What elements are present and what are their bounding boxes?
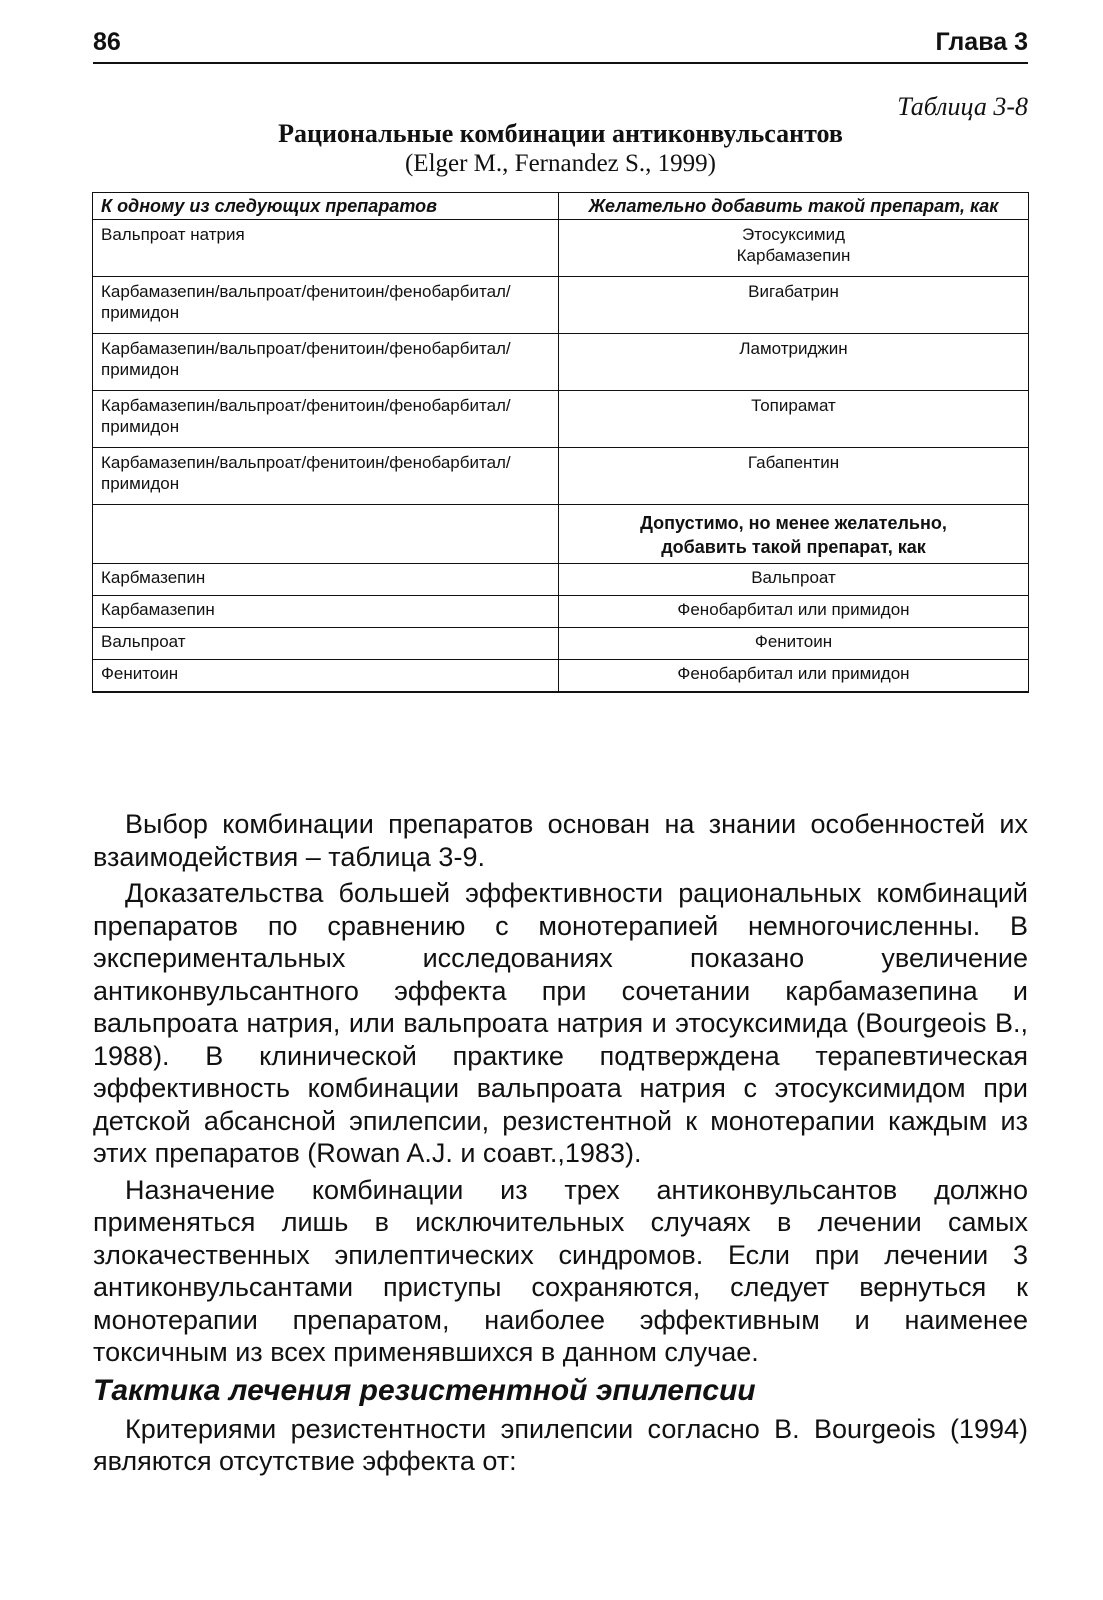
table-cell: Вигабатрин [559,277,1029,334]
cell-line: примидон [101,360,180,379]
cell-line: Этосуксимид [742,225,845,244]
table-cell: Габапентин [559,448,1029,505]
table-cell: Карбмазепин [93,564,559,596]
paragraph: Назначение комбинации из трех антиконвульсантов должно применяться лишь в исключительных случаях в лечении самых злокачественных эпилептических синдромов. Если при лечении 3 антиконвульсантами приступы сохраняются, следует вернуться к монотерапии препаратом, наиболее эффективным и наименее токсичным из всех применявшихся в данном случае. [93,1174,1028,1367]
table-cell: Фенитоин [93,660,559,693]
table-row [93,391,1029,448]
table-cell [93,391,559,448]
table-cell: Вальпроат [93,628,559,660]
table-cell: Вальпроат натрия [93,220,559,277]
cell-line: Карбамазепин/вальпроат/фенитоин/фенобарбитал/ [101,339,511,358]
table-title: Рациональные комбинации антиконвульсантов [278,119,843,148]
table-cell: Фенобарбитал или примидон [559,660,1029,693]
table-row [93,564,1029,596]
table-row [93,334,1029,391]
paragraph: Выбор комбинации препаратов основан на знании особенностей их взаимодействия – таблица 3-9. [93,809,1028,872]
cell-line: Карбамазепин/вальпроат/фенитоин/фенобарбитал/ [101,453,511,472]
paragraph: Доказательства большей эффективности рациональных комбинаций препаратов по сравнению с монотерапией немногочисленны. В экспериментальных исследованиях показано увеличение антиконвульсантного эффекта при сочетании карбамазепина и вальпроата натрия, или вальпроата натрия и этосуксимида (Bourgeois B., 1988). В клинической практике подтверждена терапевтическая эффективность комбинации вальпроата натрия с этосуксимидом при детской абсансной эпилепсии, резистентной к монотерапии каждым из этих препаратов (Rowan A.J. и соавт.,1983). [93,878,1028,1168]
table-cell [93,277,559,334]
table-number: Таблица 3-8 [897,92,1028,121]
table-cell: Вальпроат [559,564,1029,596]
table-subheader [559,505,1029,564]
table-row [93,448,1029,505]
cell-line: Карбамазепин/вальпроат/фенитоин/фенобарбитал/ [101,282,511,301]
subheader-line: добавить такой препарат, как [661,537,926,557]
table-row [93,277,1029,334]
table-cell [559,220,1029,277]
table-cell-empty [93,505,559,564]
table-row [93,660,1029,693]
table-cell: Фенитоин [559,628,1029,660]
subheader-line: Допустимо, но менее желательно, [640,513,947,533]
table-cell [93,334,559,391]
table-cell: Ламотриджин [559,334,1029,391]
table-header-row [93,193,1029,220]
running-header [93,22,1028,64]
table-row [93,596,1029,628]
table-row [93,628,1029,660]
table-cell: Фенобарбитал или примидон [559,596,1029,628]
cell-line: Карбамазепин [736,246,851,265]
combinations-table [92,192,1029,693]
cell-line: примидон [101,474,180,493]
table-cell: Карбамазепин [93,596,559,628]
paragraph: Критериями резистентности эпилепсии согласно B. Bourgeois (1994) являются отсутствие эффекта от: [93,1413,1028,1476]
table-row [93,220,1029,277]
cell-line: примидон [101,303,180,322]
cell-line: Карбамазепин/вальпроат/фенитоин/фенобарбитал/ [101,396,511,415]
table-subheader-row [93,505,1029,564]
column-header-add-drug: Желательно добавить такой препарат, как [559,193,1029,220]
column-header-base-drug: К одному из следующих препаратов [93,193,559,220]
cell-line: примидон [101,417,180,436]
table-cell [93,448,559,505]
page-number: 86 [93,28,121,56]
section-heading: Тактика лечения резистентной эпилепсии [93,1373,756,1407]
table-source: (Elger M., Fernandez S., 1999) [404,150,717,177]
table-cell: Топирамат [559,391,1029,448]
chapter-label: Глава 3 [935,28,1028,56]
body-text [93,808,1028,1478]
